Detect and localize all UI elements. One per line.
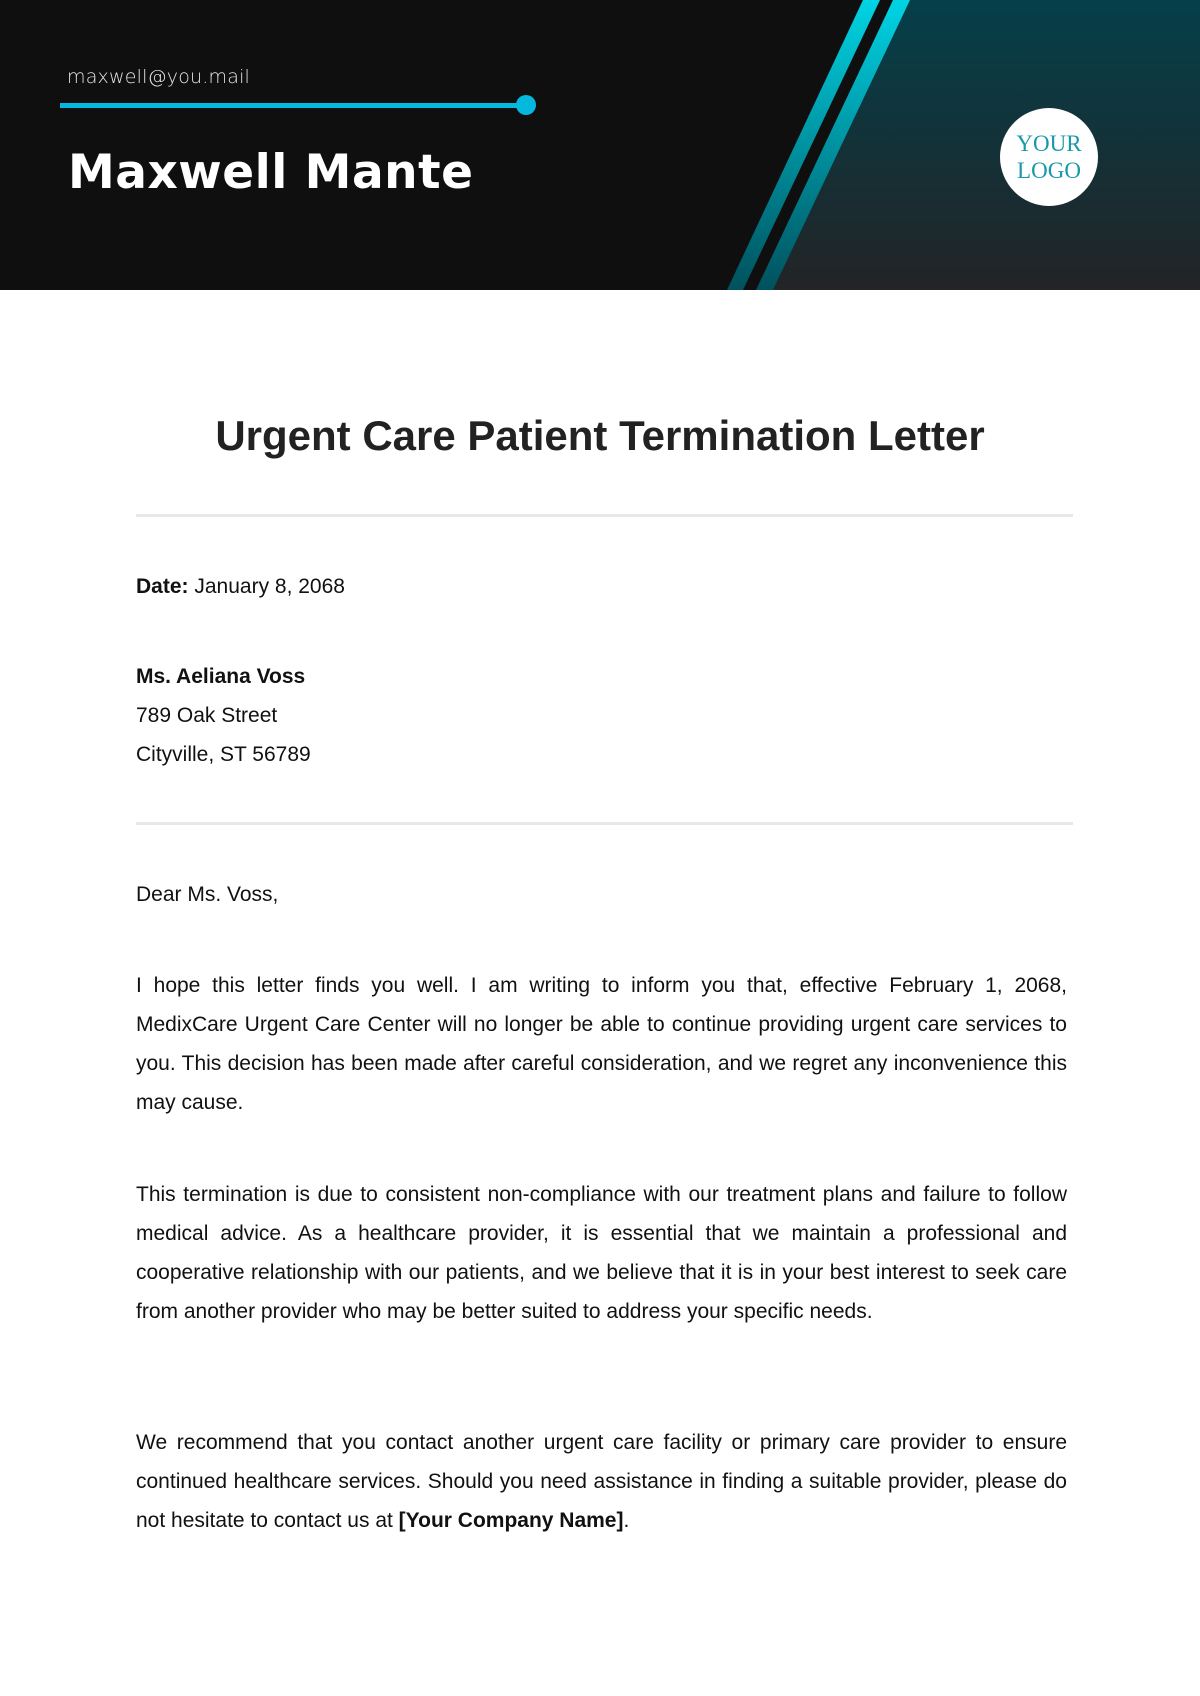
recipient-address: [136, 657, 1067, 774]
accent-line: [60, 103, 525, 108]
letterhead-header: [0, 0, 1200, 290]
salutation: Dear Ms. Voss,: [136, 883, 279, 906]
recipient-street: 789 Oak Street: [136, 704, 278, 727]
recipient-name: Ms. Aeliana Voss: [136, 665, 306, 688]
date-line: [136, 567, 1067, 606]
accent-dot: [516, 95, 536, 115]
divider: [136, 822, 1073, 825]
letter-title: Urgent Care Patient Termination Letter: [215, 412, 985, 459]
body-paragraph: I hope this letter finds you well. I am writing to inform you that, effective February 1, 2068, MedixCare Urgent Care Center will no longer be able to continue providing urgent care services to you. This decision has been made after careful consideration, and we regret any inconvenience this may cause.: [136, 974, 1067, 1114]
logo-placeholder: [1000, 108, 1098, 206]
divider: [136, 514, 1073, 517]
body-paragraph: [136, 1423, 1067, 1540]
logo-text: YOUR LOGO: [1016, 131, 1082, 183]
paragraph-end: .: [623, 1509, 630, 1532]
date-value: January 8, 2068: [194, 575, 345, 598]
paragraph-text: We recommend that you contact another urgent care facility or primary care provider to ensure continued healthcare services. Should you need assistance in finding a suitable provider, please do not hesitate to contact us at: [136, 1431, 1067, 1532]
date-label: Date:: [136, 575, 189, 598]
company-name-placeholder: [Your Company Name]: [398, 1509, 624, 1532]
recipient-city: Cityville, ST 56789: [136, 743, 311, 766]
sender-name: Maxwell Mante: [68, 145, 474, 200]
body-paragraph: This termination is due to consistent non-compliance with our treatment plans and failure to follow medical advice. As a healthcare provider, it is essential that we maintain a professional and cooperative relationship with our patients, and we believe that it is in your best interest to seek care from another provider who may be better suited to address your specific needs.: [136, 1183, 1067, 1323]
sender-email: maxwell@you.mail: [67, 66, 251, 88]
